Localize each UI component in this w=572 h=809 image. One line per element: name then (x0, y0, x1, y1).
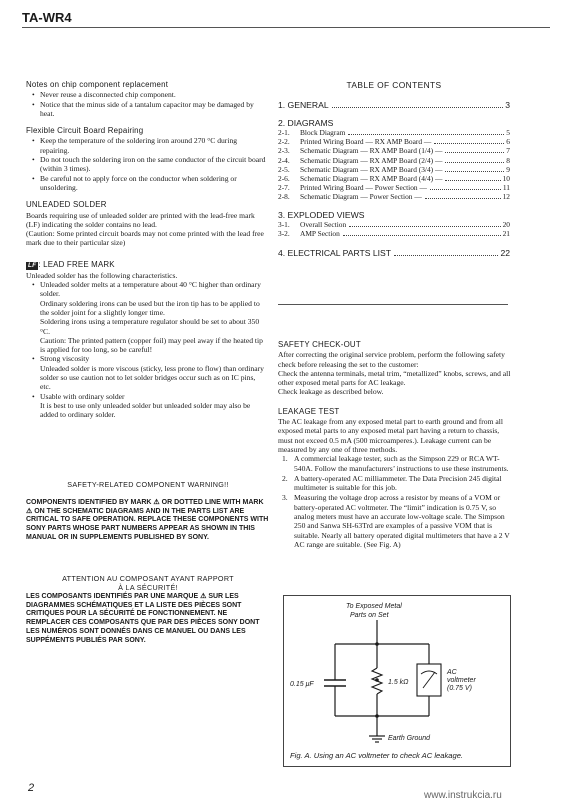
toc-diagrams-heading: 2. DIAGRAMS (278, 118, 334, 128)
unleaded-solder-title: UNLEADED SOLDER (26, 200, 107, 210)
flex-board-title: Flexible Circuit Board Repairing (26, 126, 144, 136)
resistor-label: 1.5 kΩ (388, 679, 409, 686)
toc-exploded-list (278, 220, 510, 238)
model-header: TA-WR4 (22, 10, 72, 25)
safety-checkout-body2: Check the antenna terminals, metal trim, “metallized” knobs, screws, and all other exposed metal parts for AC leakage. (278, 368, 511, 388)
header-rule (22, 27, 550, 28)
safety-warning-fr (26, 574, 270, 645)
capacitor-label: 0.15 μF (290, 681, 314, 688)
safety-checkout-title: SAFETY CHECK-OUT (278, 340, 361, 349)
lead-free-intro: Unleaded solder has the following characteristics. (26, 270, 178, 280)
left-column (26, 80, 266, 420)
toc-diagrams-list (278, 128, 510, 202)
lead-free-mark-title: LF : LEAD FREE MARK (28, 259, 115, 269)
list-item: • Be careful not to apply force on the conductor when soldering or unsoldering. (40, 174, 266, 193)
safety-warning-en-head: SAFETY-RELATED COMPONENT WARNING!! (67, 480, 229, 489)
list-item: • Strong viscosity Unleaded solder is more viscous (sticky, less prone to flow) than ordinary solder so use caution not to let solder bridges occur such as on IC pins, etc. (40, 354, 266, 391)
table-of-contents (278, 80, 510, 258)
toc-separator (278, 304, 508, 305)
unleaded-solder-caution: (Caution: Some printed circuit boards may not come printed with the lead free mark due to their particular size) (26, 229, 264, 248)
meter-label-ac: AC (447, 669, 457, 676)
toc-item[interactable]: 3-2. AMP Section 21 (278, 228, 510, 238)
toc-item[interactable]: 2-4. Schematic Diagram — RX AMP Board (2/4) — 8 (278, 155, 510, 165)
figure-a-box (283, 595, 511, 767)
list-item: 1. A commercial leakage tester, such as the Simpson 229 or RCA WT-540A. Follow the manufacturers’ instructions to use these instruments. (282, 454, 509, 473)
toc-item[interactable]: 2-3. Schematic Diagram — RX AMP Board (1/4) — 7 (278, 146, 510, 156)
lead-free-list (26, 280, 266, 419)
figure-caption: Fig. A. Using an AC voltmeter to check AC leakage. (290, 751, 464, 760)
ground-icon (369, 736, 385, 742)
safety-checkout-body: After correcting the original service problem, perform the following safety check before releasing the set to the customer: (278, 350, 505, 369)
toc-item[interactable]: 2-2. Printed Wiring Board — RX AMP Board — 6 (278, 137, 510, 147)
toc-exploded-heading: 3. EXPLODED VIEWS (278, 209, 365, 220)
list-item: • Never reuse a disconnected chip component. (40, 90, 266, 99)
list-item: • Do not touch the soldering iron on the same conductor of the circuit board (within 3 times). (40, 155, 266, 174)
meter-label-voltmeter: voltmeter (447, 677, 476, 684)
lead-free-mark-icon: LF (28, 261, 37, 269)
list-item: • Unleaded solder melts at a temperature about 40 °C higher than ordinary solder. Ordinary soldering irons can be used but the iron tip has to be applied to the solder joint for a slightly longer time. Soldering irons using a temperature regulator should be set to about 350 °C. Caution: The printed pattern (copper foil) may peel away if the heated tip is applied for too long, so be careful! (40, 280, 266, 354)
safety-checkout (278, 340, 512, 550)
label-exposed-metal: To Exposed Metal (346, 603, 402, 610)
toc-item[interactable]: 2-1. Block Diagram 5 (278, 128, 510, 137)
list-item: 3. Measuring the voltage drop across a resistor by means of a VOM or battery-operated AC voltmeter. The “limit” indication is 0.75 V, so analog meters must have an accurate low-voltage scale. The Simpson 250 and Sanwa SH-63Trd are examples of a passive VOM that is suitable. Nearly all battery operated digital multimeters that have a 2 V AC range are suitable. (See Fig. A) (282, 493, 510, 549)
list-item: • Keep the temperature of the soldering iron around 270 °C during repairing. (40, 136, 266, 155)
leakage-methods (278, 454, 512, 549)
toc-item[interactable]: 2-6. Schematic Diagram — RX AMP Board (4/4) — 10 (278, 174, 510, 184)
chip-notes-title: Notes on chip component replacement (26, 80, 169, 89)
leakage-circuit-diagram (284, 596, 510, 766)
toc-item[interactable]: 3-1. Overall Section 20 (278, 219, 510, 229)
label-parts-on-set: Parts on Set (350, 612, 389, 619)
watermark: www.instrukcia.ru (424, 790, 502, 801)
leakage-test-body: The AC leakage from any exposed metal part to earth ground and from all exposed metal parts to any exposed metal part having a return to chassis, must not exceed 0.5 mA (500 microamperes.). Leakage current can be measured by any one of three methods. (278, 417, 503, 454)
flex-board-list (26, 136, 266, 192)
toc-parts-list[interactable]: 4. ELECTRICAL PARTS LIST 22 (278, 248, 510, 259)
ground-label: Earth Ground (388, 735, 431, 742)
list-item: • Usable with ordinary solder It is best to use only unleaded solder but unleaded solder may also be added to ordinary solder. (40, 392, 266, 420)
meter-label-range: (0.75 V) (447, 685, 472, 692)
safety-warning-fr-body: LES COMPOSANTS IDENTIFIÉS PAR UNE MARQUE ⚠ SUR LES DIAGRAMMES SCHÉMATIQUES ET LA LISTE DES PIÈCES SONT CRITIQUES POUR LA SÉCURITÉ DE FONCTIONNEMENT. NE REMPLACER CES COMPOSANTS QUE PAR DES PIÈCES SONY DONT LES NUMÉROS SONT DONNÉS DANS CE MANUEL OU DANS LES SUPPÉMENTS PUBLIÉS PAR SONY. (26, 593, 260, 644)
page-number: 2 (28, 782, 35, 794)
unleaded-solder-body: Boards requiring use of unleaded solder are printed with the lead-free mark (LF) indicating the solder contains no lead. (26, 210, 255, 229)
toc-item[interactable]: 2-7. Printed Wiring Board — Power Section — 11 (278, 183, 510, 193)
toc-general[interactable]: 1. GENERAL 3 (278, 100, 510, 110)
list-item: 2. A battery-operated AC milliammeter. The Data Precision 245 digital multimeter is suitable for this job. (282, 473, 502, 493)
toc-title: TABLE OF CONTENTS (346, 80, 442, 90)
safety-warning-fr-head2: À LA SÉCURITÉ! (118, 583, 178, 592)
toc-item[interactable]: 2-8. Schematic Diagram — Power Section — 12 (278, 192, 510, 202)
safety-warning-fr-head1: ATTENTION AU COMPOSANT AYANT RAPPORT (62, 574, 234, 583)
toc-item[interactable]: 2-5. Schematic Diagram — RX AMP Board (3/4) — 9 (278, 164, 510, 174)
safety-warning-en (26, 480, 270, 543)
list-item: • Notice that the minus side of a tantalum capacitor may be damaged by heat. (40, 100, 266, 119)
chip-notes-list (26, 90, 266, 118)
safety-checkout-body3: Check leakage as described below. (278, 387, 384, 397)
leakage-test-title: LEAKAGE TEST (278, 406, 340, 416)
safety-warning-en-body: COMPONENTS IDENTIFIED BY MARK ⚠ OR DOTTED LINE WITH MARK ⚠ ON THE SCHEMATIC DIAGRAMS AND IN THE PARTS LIST ARE CRITICAL TO SAFE OPERATION. REPLACE THESE COMPONENTS WITH SONY PARTS WHOSE PART NUMBERS APPEAR AS SHOWN IN THIS MANUAL OR IN SUPPLEMENTS PUBLISHED BY SONY. (26, 499, 269, 541)
